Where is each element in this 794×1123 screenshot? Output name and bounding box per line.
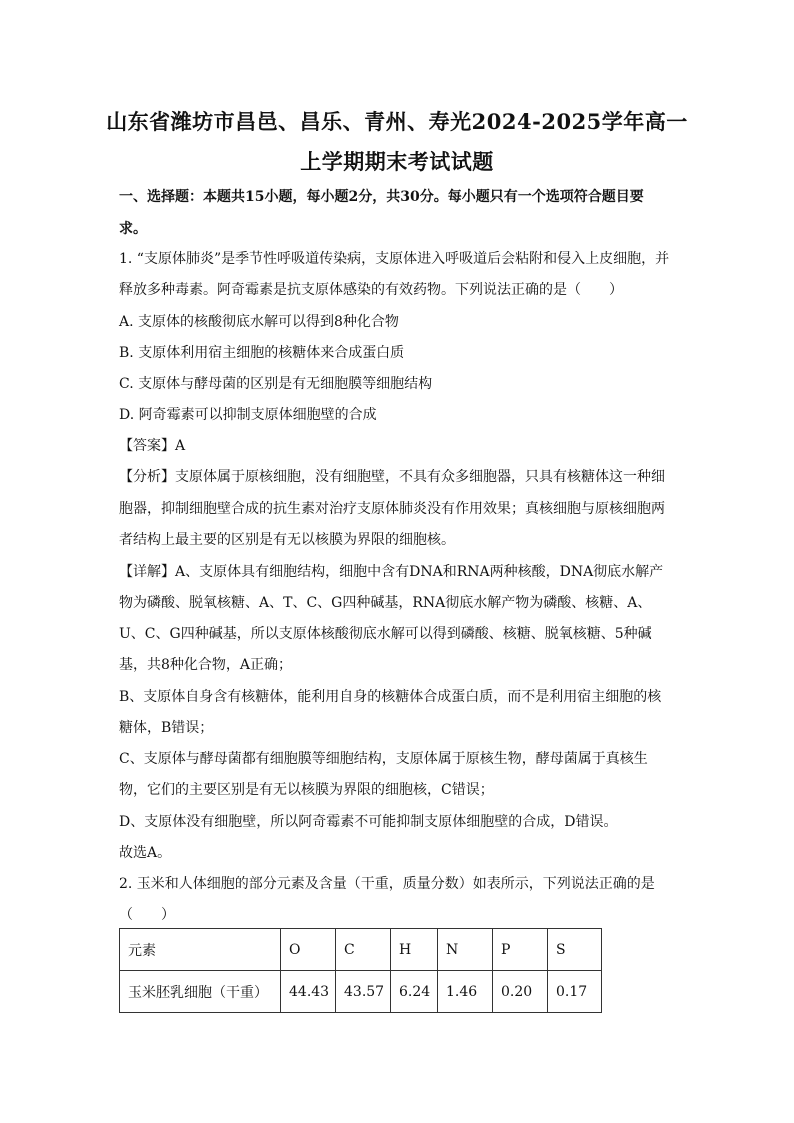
q1-detail-line-5: B、支原体自身含有核糖体，能利用自身的核糖体合成蛋白质，而不是利用宿主细胞的核: [119, 689, 662, 705]
title-line-2: 上学期期末考试试题: [300, 149, 494, 174]
table-header-row: [120, 929, 602, 971]
q1-option-a: A. 支原体的核酸彻底水解可以得到8种化合物: [119, 314, 399, 330]
q1-option-c: C. 支原体与酵母菌的区别是有无细胞膜等细胞结构: [119, 376, 433, 392]
table-cell: H: [391, 929, 438, 971]
table-cell: P: [493, 929, 548, 971]
section-heading-line-2: 求。: [119, 221, 147, 237]
q1-detail-line-9: D、支原体没有细胞壁，所以阿奇霉素不可能抑制支原体细胞壁的合成，D错误。: [119, 814, 618, 830]
table-cell: N: [438, 929, 493, 971]
q1-option-d: D. 阿奇霉素可以抑制支原体细胞壁的合成: [119, 407, 377, 423]
q1-detail-line-10: 故选A。: [119, 845, 172, 861]
q1-detail-line-4: 基，共8种化合物，A正确；: [119, 657, 293, 673]
table-cell: S: [548, 929, 602, 971]
q1-analysis-line-3: 者结构上最主要的区别是有无以核膜为界限的细胞核。: [119, 532, 455, 548]
section-heading-line-1: 一、选择题：本题共15小题，每小题2分，共30分。每小题只有一个选项符合题目要: [119, 189, 644, 205]
table-cell: 43.57: [336, 971, 391, 1013]
q1-option-b: B. 支原体利用宿主细胞的核糖体来合成蛋白质: [119, 345, 405, 361]
q1-analysis-line-2: 胞器，抑制细胞壁合成的抗生素对治疗支原体肺炎没有作用效果；真核细胞与原核细胞两: [119, 501, 665, 517]
q2-stem-line-1: 2. 玉米和人体细胞的部分元素及含量（干重，质量分数）如表所示，下列说法正确的是: [119, 876, 655, 892]
element-content-table: [119, 928, 602, 1013]
table-cell: C: [336, 929, 391, 971]
table-cell: 元素: [120, 929, 281, 971]
q1-detail-line-3: U、C、G四种碱基，所以支原体核酸彻底水解可以得到磷酸、核糖、脱氧核糖、5种碱: [119, 626, 652, 642]
table-row: [120, 971, 602, 1013]
title-line-1: 山东省潍坊市昌邑、昌乐、青州、寿光2024-2025学年高一: [106, 109, 688, 134]
table-cell: 1.46: [438, 971, 493, 1013]
q1-detail-line-8: 物，它们的主要区别是有无以核膜为界限的细胞核，C错误；: [119, 782, 494, 798]
table-cell: 玉米胚乳细胞（干重）: [120, 971, 281, 1013]
q1-detail-line-2: 物为磷酸、脱氧核糖、A、T、C、G四种碱基，RNA彻底水解产物为磷酸、核糖、A、: [119, 595, 652, 611]
table-cell: 0.17: [548, 971, 602, 1013]
q1-analysis-line-1: 【分析】支原体属于原核细胞，没有细胞壁，不具有众多细胞器，只具有核糖体这一种细: [119, 469, 665, 485]
q1-detail-line-7: C、支原体与酵母菌都有细胞膜等细胞结构，支原体属于原核生物，酵母菌属于真核生: [119, 751, 648, 767]
q1-detail-line-6: 糖体，B错误；: [119, 720, 214, 736]
q1-stem-line-2: 释放多种毒素。阿奇霉素是抗支原体感染的有效药物。下列说法正确的是（ ）: [119, 282, 623, 298]
table-cell: 0.20: [493, 971, 548, 1013]
q1-answer: 【答案】A: [119, 438, 186, 454]
q1-detail-line-1: 【详解】A、支原体具有细胞结构，细胞中含有DNA和RNA两种核酸，DNA彻底水解产: [119, 564, 664, 580]
table-cell: 44.43: [281, 971, 336, 1013]
table-cell: O: [281, 929, 336, 971]
table-cell: 6.24: [391, 971, 438, 1013]
q2-stem-line-2: （ ）: [119, 907, 175, 923]
q1-stem-line-1: 1. “支原体肺炎”是季节性呼吸道传染病，支原体进入呼吸道后会粘附和侵入上皮细胞，并: [119, 251, 670, 267]
